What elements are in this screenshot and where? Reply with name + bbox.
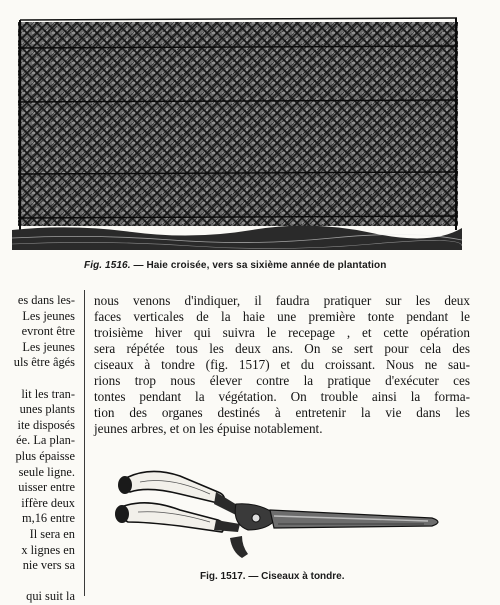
body-line: sera répétée tous les deux ans. On se sert pour cela des [94,341,470,356]
left-line: ée. La plan- [16,433,75,448]
left-line: m,16 entre [22,511,75,526]
left-line: unes plants [19,402,75,417]
body-line: troisième hiver qui suivra le recepage , et cette opération [94,325,470,340]
left-line [0,574,75,590]
left-line: ite disposés [17,417,75,432]
body-line: nous venons d'indiquer, il faudra pratiquer sur les deux [94,293,470,308]
body-line: faces verticales de la haie une première tonte pendant le [94,309,470,324]
left-line: uls être âgés [13,355,75,370]
left-line: es dans les- [17,293,75,307]
left-line: Il sera en [29,526,75,541]
left-line: seule ligne. [18,464,75,479]
figure-1517-caption [200,571,345,582]
left-line: plus épaisse [15,448,75,463]
left-line: Les jeunes [22,339,75,354]
left-line: qui suit la [26,589,75,604]
left-column-text [0,293,75,605]
left-line: uisser entre [18,480,75,495]
left-line: Les jeunes [22,308,75,323]
figure-1516-caption-text: — Haie croisée, vers sa sixième année de plantation [133,260,387,271]
body-line: ciseaux à tondre (fig. 1517) et du croissant. Nous ne sau- [94,357,470,372]
left-line: x lignes en [21,542,75,557]
left-line: evront être [21,324,75,339]
left-line: lit les tran- [21,386,75,401]
hedge-shears-illustration [110,458,450,570]
figure-1517-caption-text: — Ciseaux à tondre. [248,571,345,582]
figure-1517-label: Fig. 1517. [200,571,246,582]
column-divider [84,290,85,596]
left-line [0,371,75,387]
left-line: nie vers sa [22,558,75,573]
hedge-engraving-illustration [12,8,462,250]
figure-1516-caption [84,260,386,271]
body-line: tontes pendant la végétation. On trouble ainsi la forma- [94,389,470,404]
body-line: jeunes arbres, et on les épuise notablement. [94,421,323,436]
left-line: iffère deux [21,495,75,510]
body-line: tion des organes destinés à entretenir la vie dans les [94,405,470,420]
figure-1516-label: Fig. 1516. [84,260,131,271]
body-line: rions trop nous élever contre la pratique d'exécuter ces [94,373,470,388]
body-paragraph [94,293,470,437]
